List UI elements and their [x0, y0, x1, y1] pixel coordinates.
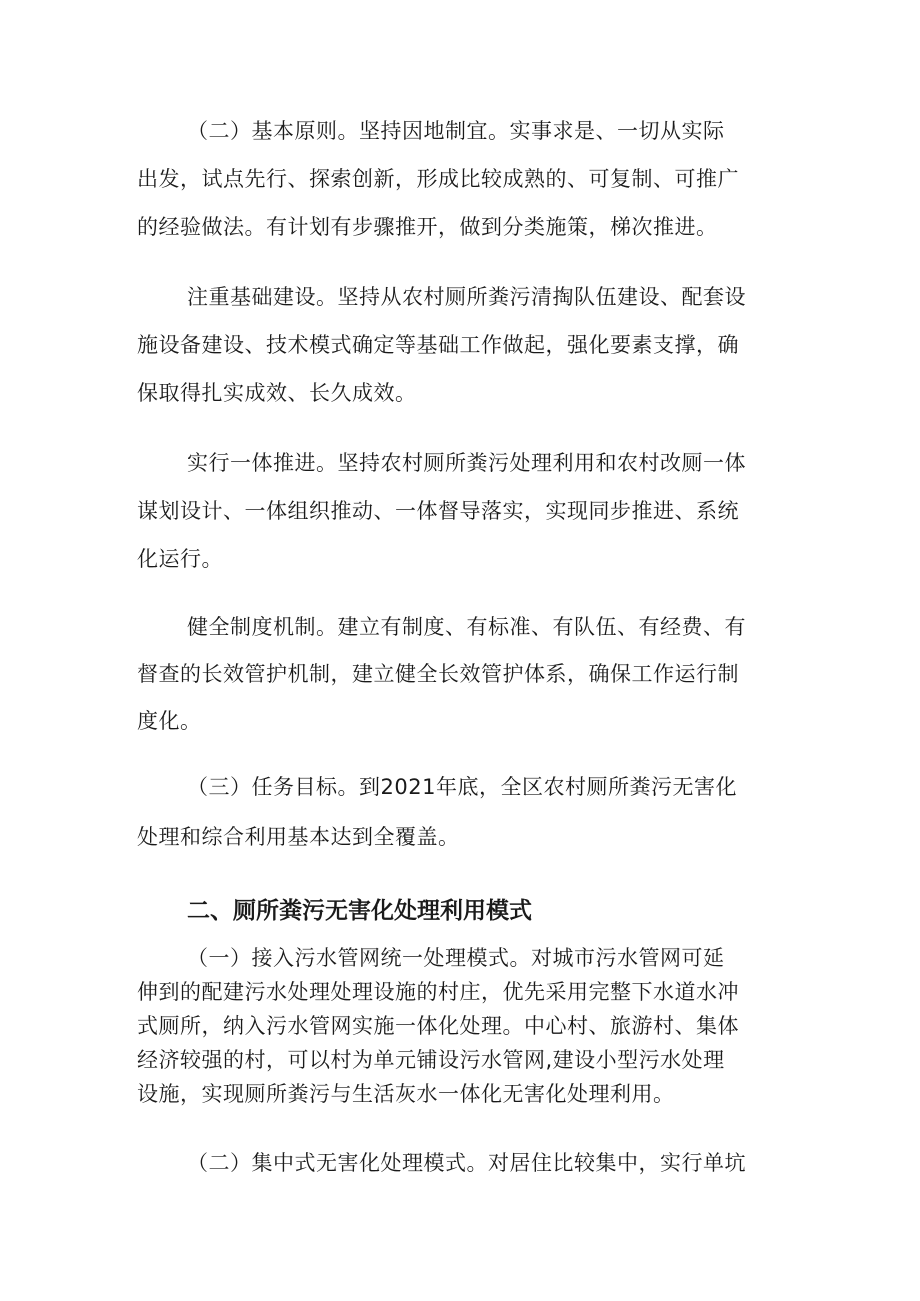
paragraph-1-line-3: 的经验做法。有计划有步骤推开，做到分类施策，梯次推进。: [137, 215, 718, 239]
paragraph-3-line-2: 谋划设计、一体组织推动、一体督导落实，实现同步推进、系统: [137, 499, 739, 523]
paragraph-3-line-1: 实行一体推进。坚持农村厕所粪污处理利用和农村改厕一体: [187, 451, 746, 475]
section-heading: 二、厕所粪污无害化处理利用模式: [187, 898, 532, 924]
paragraph-4-line-2: 督查的长效管护机制，建立健全长效管护体系，确保工作运行制: [137, 662, 739, 686]
section-paragraph-1-line-5: 设施，实现厕所粪污与生活灰水一体化无害化处理利用。: [137, 1082, 675, 1106]
paragraph-1-line-1: （二）基本原则。坚持因地制宜。实事求是、一切从实际: [187, 119, 725, 143]
section-paragraph-1-line-1: （一）接入污水管网统一处理模式。对城市污水管网可延: [187, 946, 725, 970]
paragraph-1-line-2: 出发，试点先行、探索创新，形成比较成熟的、可复制、可推广: [137, 167, 739, 191]
section-paragraph-1-line-3: 式厕所，纳入污水管网实施一体化处理。中心村、旅游村、集体: [137, 1014, 739, 1038]
paragraph-2-line-1: 注重基础建设。坚持从农村厕所粪污清掏队伍建设、配套设: [187, 285, 746, 309]
section-paragraph-1-line-2: 伸到的配建污水处理处理设施的村庄，优先采用完整下水道水冲: [137, 980, 739, 1004]
paragraph-4-line-1: 健全制度机制。建立有制度、有标准、有队伍、有经费、有: [187, 615, 746, 639]
paragraph-4-line-3: 度化。: [137, 709, 202, 733]
section-paragraph-1-line-4: 经济较强的村，可以村为单元铺设污水管网,建设小型污水处理: [137, 1048, 725, 1072]
paragraph-5-line-2: 处理和综合利用基本达到全覆盖。: [137, 825, 460, 849]
paragraph-5-line-1: （三）任务目标。到2021年底，全区农村厕所粪污无害化: [187, 775, 737, 799]
paragraph-3-line-3: 化运行。: [137, 547, 223, 571]
paragraph-2-line-2: 施设备建设、技术模式确定等基础工作做起，强化要素支撑，确: [137, 333, 739, 357]
paragraph-2-line-3: 保取得扎实成效、长久成效。: [137, 381, 417, 405]
section-paragraph-2-line-1: （二）集中式无害化处理模式。对居住比较集中，实行单坑: [187, 1151, 746, 1175]
